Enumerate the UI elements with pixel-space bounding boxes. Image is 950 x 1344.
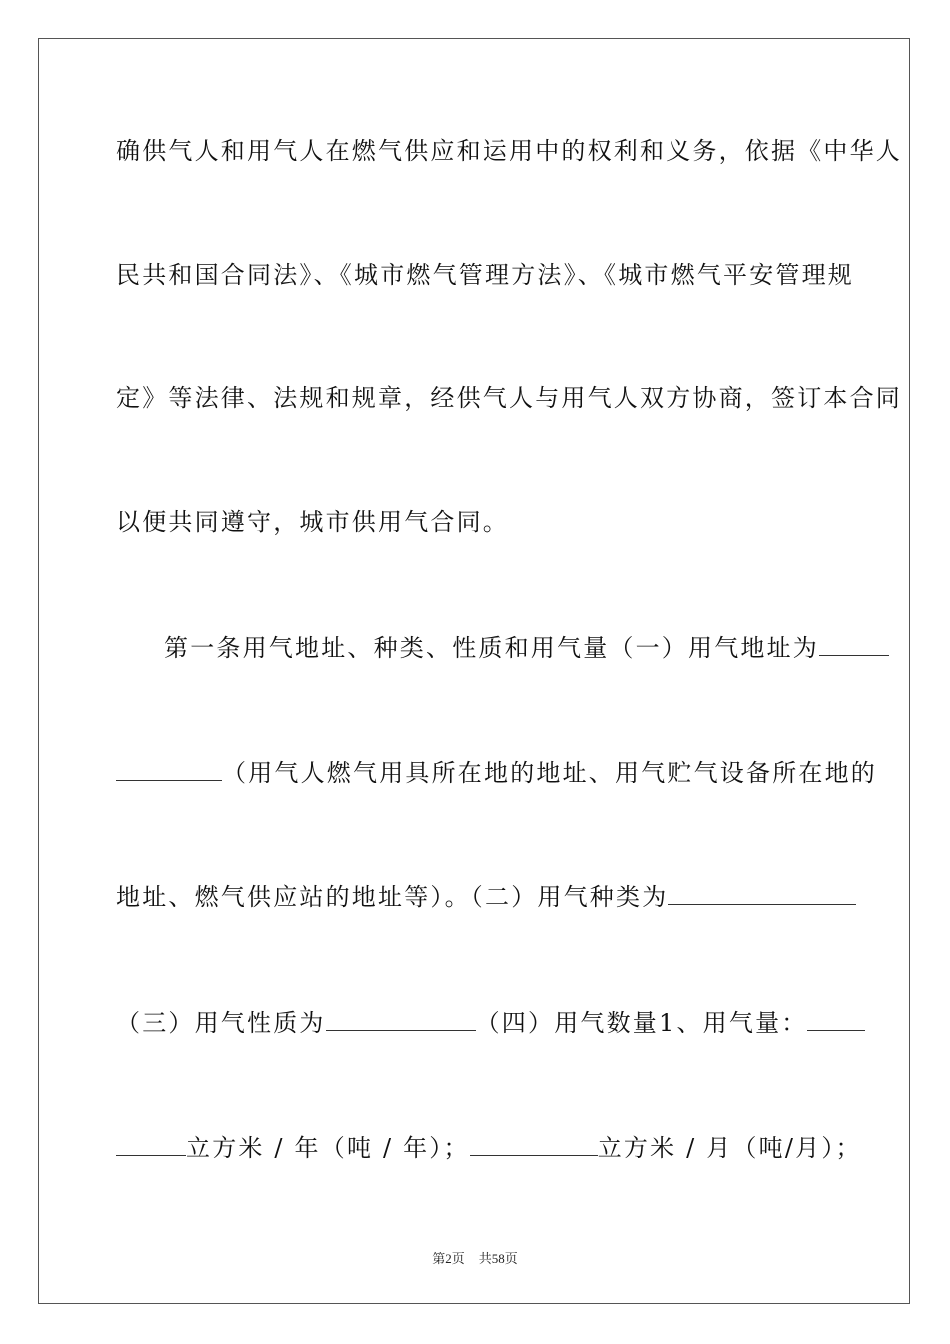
gas-amount-blank-2 <box>116 1133 186 1156</box>
page-border <box>38 38 910 1304</box>
article1-line-3 <box>116 881 836 913</box>
article1-text-4b: （四）用气数量1、用气量： <box>475 1009 808 1037</box>
paragraph-line-3: 定》等法律、法规和规章，经供气人与用气人双方协商，签订本合同 <box>116 384 902 412</box>
paragraph-line-4: 以便共同遵守，城市供用气合同。 <box>116 508 509 536</box>
article1-line-1 <box>164 632 836 664</box>
address-blank-1 <box>819 633 889 656</box>
paragraph-line-1: 确供气人和用气人在燃气供应和运用中的权利和义务，依据《中华人 <box>116 137 902 165</box>
gas-nature-blank <box>326 1008 476 1031</box>
article1-line-2 <box>116 757 877 789</box>
address-blank-2 <box>116 758 222 781</box>
article1-text-5b: 立方米 / 月（吨/月）； <box>597 1134 862 1162</box>
article1-text-5a: 立方米 / 年（吨 / 年）； <box>186 1134 470 1162</box>
article1-text-1: 第一条用气地址、种类、性质和用气量（一）用气地址为 <box>164 634 819 662</box>
article1-line-4 <box>116 1007 836 1039</box>
article1-text-4a: （三）用气性质为 <box>116 1009 326 1037</box>
paragraph-line-2: 民共和国合同法》、《城市燃气管理方法》、《城市燃气平安管理规 <box>116 261 854 289</box>
article1-line-5 <box>116 1132 862 1164</box>
page-footer <box>0 1248 950 1267</box>
article1-text-2: （用气人燃气用具所在地的地址、用气贮气设备所在地的 <box>222 759 877 787</box>
gas-type-blank <box>668 882 856 905</box>
article1-text-3: 地址、燃气供应站的地址等）。（二）用气种类为 <box>116 883 669 911</box>
gas-amount-blank-3 <box>470 1133 598 1156</box>
page-total: 共58页 <box>478 1251 518 1266</box>
page-number: 第2页 <box>432 1251 465 1266</box>
gas-amount-blank-1 <box>807 1008 865 1031</box>
